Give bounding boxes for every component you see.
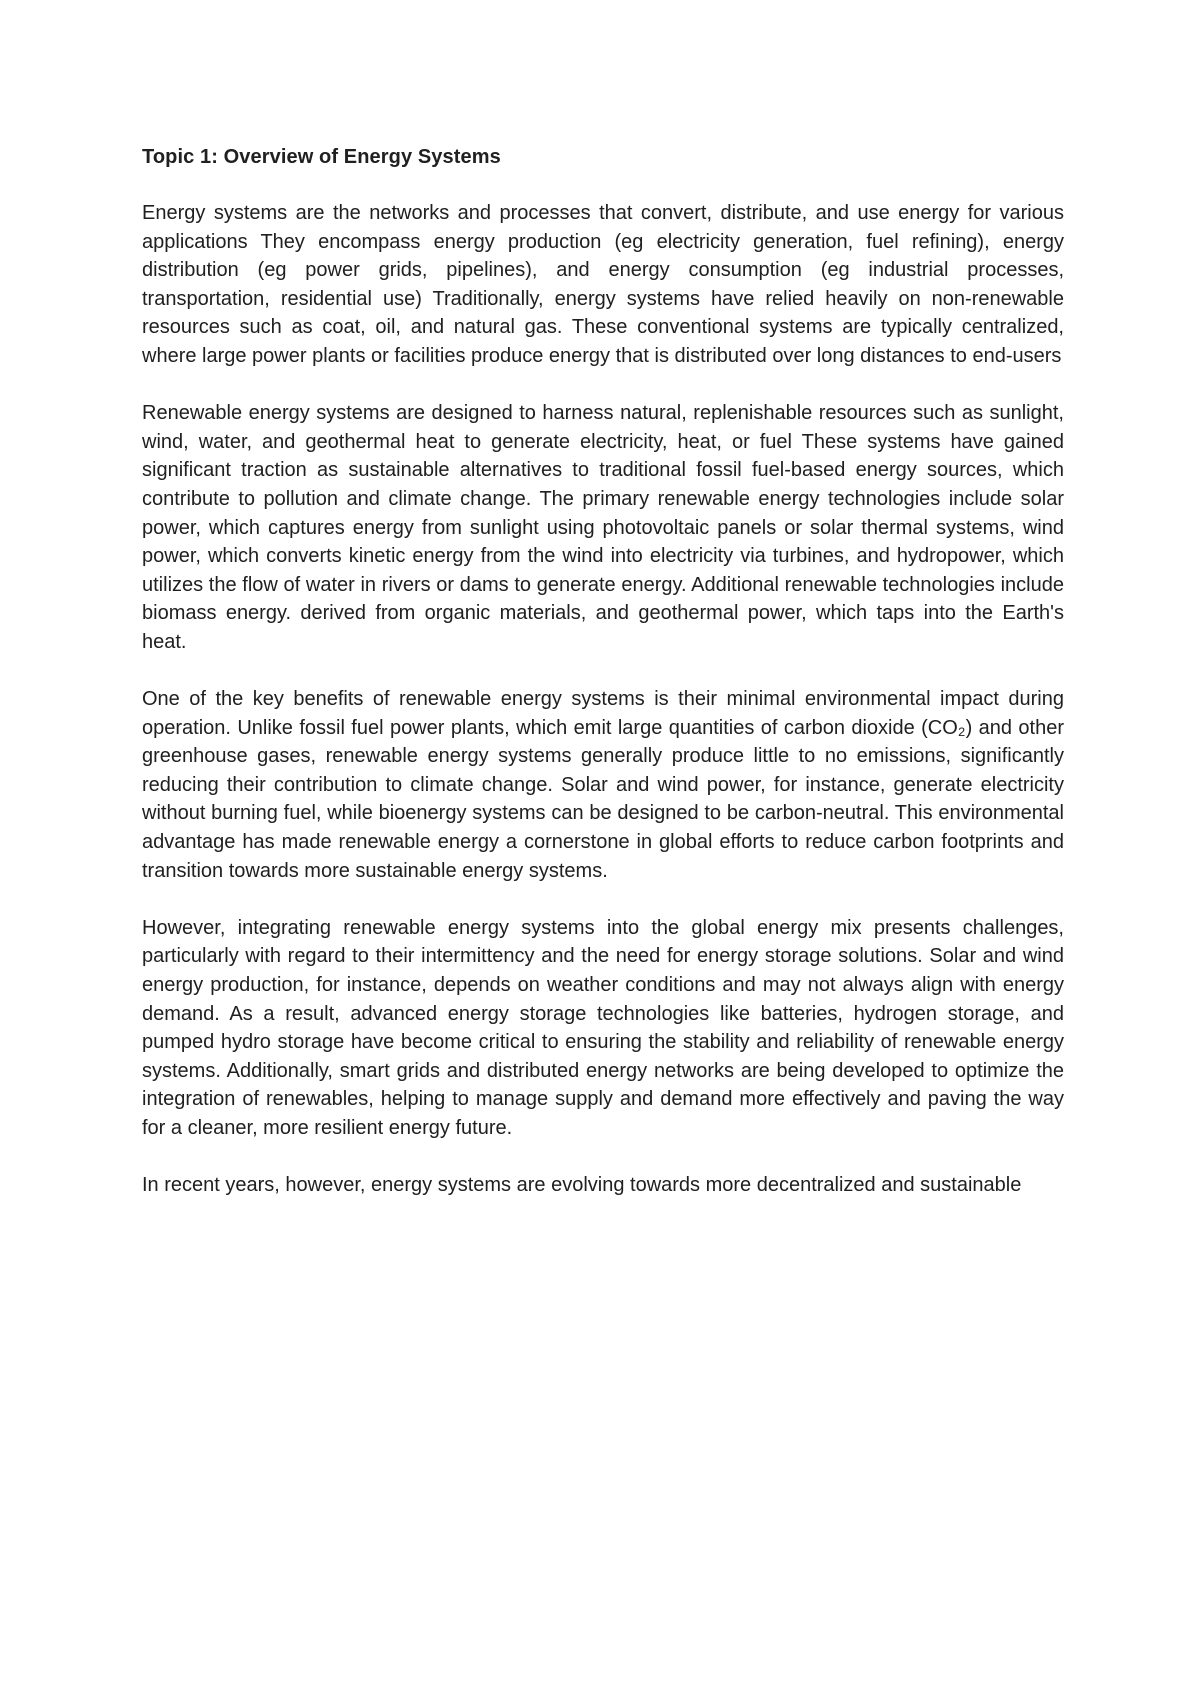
paragraph-environmental-benefits: One of the key benefits of renewable energy systems is their minimal environmental impact during operation. Unlike fossil fuel power plants, which emit large quantities of carbon dioxide (CO₂) and other greenhouse gases, renewable energy systems generally produce little to no emissions, significantly reducing their contribution to climate change. Solar and wind power, for instance, generate electricity without burning fuel, while bioenergy systems can be designed to be carbon-neutral. This environmental advantage has made renewable energy a cornerstone in global efforts to reduce carbon footprints and transition towards more sustainable energy systems. <box>142 688 1064 882</box>
paragraph-renewable-energy: Renewable energy systems are designed to harness natural, replenishable resources such as sunlight, wind, water, and geothermal heat to generate electricity, heat, or fuel These systems have gained significant traction as sustainable alternatives to traditional fossil fuel-based energy sources, which contribute to pollution and climate change. The primary renewable energy technologies include solar power, which captures energy from sunlight using photovoltaic panels or solar thermal systems, wind power, which converts kinetic energy from the wind into electricity via turbines, and hydropower, which utilizes the flow of water in rivers or dams to generate energy. Additional renewable technologies include biomass energy. derived from organic materials, and geothermal power, which taps into the Earth's heat. <box>142 402 1064 653</box>
document-title: Topic 1: Overview of Energy Systems <box>142 146 501 168</box>
paragraph-integration-challenges: However, integrating renewable energy systems into the global energy mix presents challenges, particularly with regard to their intermittency and the need for energy storage solutions. Solar and wind energy production, for instance, depends on weather conditions and may not always align with energy demand. As a result, advanced energy storage technologies like batteries, hydrogen storage, and pumped hydro storage have become critical to ensuring the stability and reliability of renewable energy systems. Additionally, smart grids and distributed energy networks are being developed to optimize the integration of renewables, helping to manage supply and demand more effectively and paving the way for a cleaner, more resilient energy future. <box>142 916 1064 1139</box>
document-body <box>142 143 1064 1228</box>
paragraph-energy-systems-intro: Energy systems are the networks and processes that convert, distribute, and use energy for various applications They encompass energy production (eg electricity generation, fuel refining), energy distribution (eg power grids, pipelines), and energy consumption (eg industrial processes, transportation, residential use) Traditionally, energy systems have relied heavily on non-renewable resources such as coat, oil, and natural gas. These conventional systems are typically centralized, where large power plants or facilities produce energy that is distributed over long distances to end-users <box>142 202 1064 367</box>
paragraph-recent-years: In recent years, however, energy systems are evolving towards more decentralized and sustainable <box>142 1174 1022 1197</box>
